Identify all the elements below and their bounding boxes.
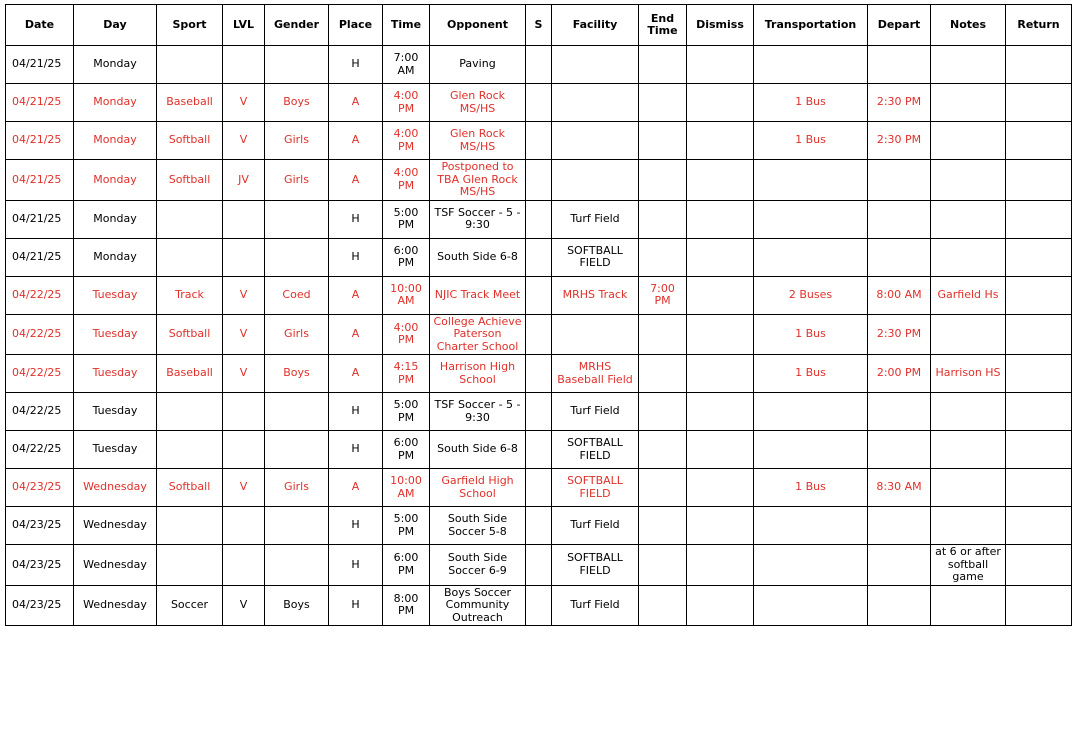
cell-date: 04/22/25 bbox=[6, 431, 74, 469]
cell-return bbox=[1006, 160, 1072, 201]
cell-facility bbox=[552, 84, 639, 122]
table-row bbox=[6, 84, 1072, 122]
cell-notes bbox=[931, 160, 1006, 201]
cell-time: 6:00 PM bbox=[383, 431, 430, 469]
cell-place: H bbox=[329, 238, 383, 276]
cell-opponent: Postponed to TBA Glen Rock MS/HS bbox=[430, 160, 526, 201]
column-header-s: S bbox=[526, 5, 552, 46]
cell-transportation: 1 Bus bbox=[754, 84, 868, 122]
cell-date: 04/23/25 bbox=[6, 585, 74, 626]
cell-s bbox=[526, 314, 552, 355]
cell-depart bbox=[868, 545, 931, 586]
cell-lvl bbox=[223, 545, 265, 586]
cell-return bbox=[1006, 507, 1072, 545]
cell-return bbox=[1006, 276, 1072, 314]
cell-return bbox=[1006, 355, 1072, 393]
cell-facility bbox=[552, 46, 639, 84]
cell-sport bbox=[157, 238, 223, 276]
table-row bbox=[6, 314, 1072, 355]
cell-day: Tuesday bbox=[74, 355, 157, 393]
cell-s bbox=[526, 122, 552, 160]
cell-gender bbox=[265, 507, 329, 545]
cell-dismiss bbox=[687, 200, 754, 238]
cell-end-time bbox=[639, 84, 687, 122]
cell-lvl: V bbox=[223, 585, 265, 626]
cell-date: 04/23/25 bbox=[6, 469, 74, 507]
cell-date: 04/21/25 bbox=[6, 160, 74, 201]
cell-lvl: JV bbox=[223, 160, 265, 201]
schedule-container bbox=[5, 4, 1072, 626]
cell-gender: Girls bbox=[265, 469, 329, 507]
cell-sport bbox=[157, 393, 223, 431]
cell-dismiss bbox=[687, 393, 754, 431]
cell-time: 5:00 PM bbox=[383, 507, 430, 545]
cell-notes: Harrison HS bbox=[931, 355, 1006, 393]
cell-sport: Softball bbox=[157, 314, 223, 355]
cell-opponent: TSF Soccer - 5 - 9:30 bbox=[430, 393, 526, 431]
cell-s bbox=[526, 585, 552, 626]
cell-facility: SOFTBALL FIELD bbox=[552, 469, 639, 507]
cell-dismiss bbox=[687, 355, 754, 393]
cell-notes bbox=[931, 431, 1006, 469]
cell-return bbox=[1006, 393, 1072, 431]
cell-lvl bbox=[223, 200, 265, 238]
cell-gender: Boys bbox=[265, 84, 329, 122]
cell-end-time bbox=[639, 469, 687, 507]
cell-date: 04/22/25 bbox=[6, 355, 74, 393]
cell-place: A bbox=[329, 314, 383, 355]
cell-transportation: 1 Bus bbox=[754, 469, 868, 507]
cell-lvl bbox=[223, 393, 265, 431]
cell-day: Monday bbox=[74, 238, 157, 276]
table-row bbox=[6, 355, 1072, 393]
cell-gender bbox=[265, 238, 329, 276]
cell-place: H bbox=[329, 200, 383, 238]
cell-facility bbox=[552, 160, 639, 201]
cell-date: 04/22/25 bbox=[6, 314, 74, 355]
cell-s bbox=[526, 84, 552, 122]
cell-opponent: NJIC Track Meet bbox=[430, 276, 526, 314]
table-row bbox=[6, 585, 1072, 626]
column-header-transportation: Transportation bbox=[754, 5, 868, 46]
cell-end-time bbox=[639, 314, 687, 355]
cell-notes bbox=[931, 238, 1006, 276]
cell-opponent: Glen Rock MS/HS bbox=[430, 84, 526, 122]
cell-transportation bbox=[754, 238, 868, 276]
cell-notes bbox=[931, 200, 1006, 238]
cell-lvl bbox=[223, 238, 265, 276]
table-row bbox=[6, 46, 1072, 84]
table-row bbox=[6, 545, 1072, 586]
cell-end-time bbox=[639, 545, 687, 586]
cell-s bbox=[526, 393, 552, 431]
cell-lvl: V bbox=[223, 276, 265, 314]
table-row bbox=[6, 122, 1072, 160]
cell-facility: Turf Field bbox=[552, 585, 639, 626]
cell-dismiss bbox=[687, 314, 754, 355]
table-row bbox=[6, 160, 1072, 201]
cell-gender: Boys bbox=[265, 585, 329, 626]
cell-return bbox=[1006, 122, 1072, 160]
cell-time: 4:15 PM bbox=[383, 355, 430, 393]
cell-lvl: V bbox=[223, 84, 265, 122]
cell-place: A bbox=[329, 122, 383, 160]
cell-gender: Girls bbox=[265, 122, 329, 160]
cell-transportation: 2 Buses bbox=[754, 276, 868, 314]
table-body bbox=[6, 46, 1072, 626]
cell-place: H bbox=[329, 545, 383, 586]
cell-place: A bbox=[329, 160, 383, 201]
cell-sport: Softball bbox=[157, 122, 223, 160]
cell-s bbox=[526, 507, 552, 545]
cell-place: H bbox=[329, 431, 383, 469]
table-row bbox=[6, 507, 1072, 545]
cell-day: Monday bbox=[74, 46, 157, 84]
cell-place: A bbox=[329, 84, 383, 122]
cell-depart bbox=[868, 46, 931, 84]
cell-day: Wednesday bbox=[74, 545, 157, 586]
column-header-sport: Sport bbox=[157, 5, 223, 46]
column-header-return: Return bbox=[1006, 5, 1072, 46]
cell-end-time bbox=[639, 122, 687, 160]
cell-lvl bbox=[223, 507, 265, 545]
cell-gender: Girls bbox=[265, 160, 329, 201]
cell-notes bbox=[931, 469, 1006, 507]
column-header-notes: Notes bbox=[931, 5, 1006, 46]
cell-sport: Soccer bbox=[157, 585, 223, 626]
cell-transportation bbox=[754, 431, 868, 469]
cell-day: Tuesday bbox=[74, 431, 157, 469]
cell-gender: Coed bbox=[265, 276, 329, 314]
cell-gender bbox=[265, 46, 329, 84]
cell-notes: at 6 or after softball game bbox=[931, 545, 1006, 586]
cell-return bbox=[1006, 431, 1072, 469]
cell-transportation bbox=[754, 507, 868, 545]
cell-time: 4:00 PM bbox=[383, 160, 430, 201]
cell-facility: MRHS Track bbox=[552, 276, 639, 314]
cell-time: 4:00 PM bbox=[383, 122, 430, 160]
cell-s bbox=[526, 276, 552, 314]
cell-place: A bbox=[329, 355, 383, 393]
cell-return bbox=[1006, 200, 1072, 238]
cell-day: Monday bbox=[74, 160, 157, 201]
cell-depart bbox=[868, 238, 931, 276]
cell-dismiss bbox=[687, 585, 754, 626]
cell-facility: MRHS Baseball Field bbox=[552, 355, 639, 393]
cell-notes bbox=[931, 314, 1006, 355]
column-header-gender: Gender bbox=[265, 5, 329, 46]
cell-gender bbox=[265, 200, 329, 238]
cell-date: 04/21/25 bbox=[6, 84, 74, 122]
cell-transportation: 1 Bus bbox=[754, 355, 868, 393]
cell-return bbox=[1006, 46, 1072, 84]
cell-depart bbox=[868, 160, 931, 201]
cell-day: Monday bbox=[74, 84, 157, 122]
cell-time: 5:00 PM bbox=[383, 200, 430, 238]
cell-dismiss bbox=[687, 431, 754, 469]
cell-opponent: Glen Rock MS/HS bbox=[430, 122, 526, 160]
cell-transportation bbox=[754, 200, 868, 238]
cell-facility bbox=[552, 314, 639, 355]
cell-lvl: V bbox=[223, 122, 265, 160]
cell-opponent: Garfield High School bbox=[430, 469, 526, 507]
cell-sport bbox=[157, 545, 223, 586]
cell-end-time bbox=[639, 507, 687, 545]
cell-depart bbox=[868, 431, 931, 469]
cell-day: Tuesday bbox=[74, 314, 157, 355]
cell-sport: Softball bbox=[157, 469, 223, 507]
cell-notes bbox=[931, 122, 1006, 160]
cell-lvl: V bbox=[223, 469, 265, 507]
cell-end-time bbox=[639, 585, 687, 626]
cell-depart: 2:30 PM bbox=[868, 84, 931, 122]
cell-time: 7:00 AM bbox=[383, 46, 430, 84]
cell-dismiss bbox=[687, 46, 754, 84]
cell-day: Wednesday bbox=[74, 469, 157, 507]
cell-facility: SOFTBALL FIELD bbox=[552, 238, 639, 276]
cell-time: 10:00 AM bbox=[383, 276, 430, 314]
column-header-end-time: End Time bbox=[639, 5, 687, 46]
cell-dismiss bbox=[687, 238, 754, 276]
cell-sport: Baseball bbox=[157, 355, 223, 393]
cell-s bbox=[526, 46, 552, 84]
cell-depart: 8:00 AM bbox=[868, 276, 931, 314]
cell-dismiss bbox=[687, 84, 754, 122]
cell-notes bbox=[931, 585, 1006, 626]
cell-transportation bbox=[754, 46, 868, 84]
cell-date: 04/21/25 bbox=[6, 122, 74, 160]
cell-opponent: Harrison High School bbox=[430, 355, 526, 393]
column-header-date: Date bbox=[6, 5, 74, 46]
header-row bbox=[6, 5, 1072, 46]
cell-gender: Girls bbox=[265, 314, 329, 355]
cell-facility bbox=[552, 122, 639, 160]
cell-place: H bbox=[329, 393, 383, 431]
cell-depart: 2:30 PM bbox=[868, 122, 931, 160]
column-header-opponent: Opponent bbox=[430, 5, 526, 46]
cell-transportation bbox=[754, 545, 868, 586]
cell-opponent: TSF Soccer - 5 - 9:30 bbox=[430, 200, 526, 238]
cell-dismiss bbox=[687, 276, 754, 314]
cell-date: 04/23/25 bbox=[6, 507, 74, 545]
cell-day: Monday bbox=[74, 122, 157, 160]
column-header-day: Day bbox=[74, 5, 157, 46]
cell-end-time bbox=[639, 160, 687, 201]
cell-opponent: Paving bbox=[430, 46, 526, 84]
cell-opponent: College Achieve Paterson Charter School bbox=[430, 314, 526, 355]
cell-lvl: V bbox=[223, 355, 265, 393]
cell-return bbox=[1006, 585, 1072, 626]
column-header-dismiss: Dismiss bbox=[687, 5, 754, 46]
cell-gender bbox=[265, 393, 329, 431]
cell-s bbox=[526, 160, 552, 201]
cell-end-time bbox=[639, 200, 687, 238]
column-header-time: Time bbox=[383, 5, 430, 46]
cell-return bbox=[1006, 238, 1072, 276]
cell-facility: SOFTBALL FIELD bbox=[552, 545, 639, 586]
cell-depart bbox=[868, 507, 931, 545]
cell-notes bbox=[931, 84, 1006, 122]
cell-day: Tuesday bbox=[74, 276, 157, 314]
cell-s bbox=[526, 355, 552, 393]
cell-sport bbox=[157, 200, 223, 238]
cell-dismiss bbox=[687, 160, 754, 201]
cell-end-time: 7:00 PM bbox=[639, 276, 687, 314]
cell-day: Tuesday bbox=[74, 393, 157, 431]
cell-notes bbox=[931, 46, 1006, 84]
cell-depart: 8:30 AM bbox=[868, 469, 931, 507]
cell-transportation bbox=[754, 585, 868, 626]
cell-sport: Baseball bbox=[157, 84, 223, 122]
table-row bbox=[6, 393, 1072, 431]
cell-sport: Softball bbox=[157, 160, 223, 201]
cell-dismiss bbox=[687, 545, 754, 586]
cell-time: 8:00 PM bbox=[383, 585, 430, 626]
cell-place: H bbox=[329, 507, 383, 545]
cell-time: 6:00 PM bbox=[383, 545, 430, 586]
cell-facility: Turf Field bbox=[552, 507, 639, 545]
cell-place: A bbox=[329, 469, 383, 507]
cell-transportation bbox=[754, 393, 868, 431]
cell-end-time bbox=[639, 46, 687, 84]
cell-s bbox=[526, 200, 552, 238]
cell-end-time bbox=[639, 431, 687, 469]
cell-sport: Track bbox=[157, 276, 223, 314]
cell-end-time bbox=[639, 355, 687, 393]
cell-place: H bbox=[329, 585, 383, 626]
cell-return bbox=[1006, 545, 1072, 586]
cell-s bbox=[526, 469, 552, 507]
cell-opponent: South Side Soccer 5-8 bbox=[430, 507, 526, 545]
cell-opponent: Boys Soccer Community Outreach bbox=[430, 585, 526, 626]
cell-sport bbox=[157, 431, 223, 469]
cell-transportation bbox=[754, 160, 868, 201]
athletics-schedule-table bbox=[5, 4, 1072, 626]
cell-day: Monday bbox=[74, 200, 157, 238]
cell-dismiss bbox=[687, 507, 754, 545]
cell-transportation: 1 Bus bbox=[754, 314, 868, 355]
cell-date: 04/22/25 bbox=[6, 393, 74, 431]
cell-opponent: South Side Soccer 6-9 bbox=[430, 545, 526, 586]
cell-opponent: South Side 6-8 bbox=[430, 238, 526, 276]
cell-lvl: V bbox=[223, 314, 265, 355]
cell-time: 6:00 PM bbox=[383, 238, 430, 276]
cell-return bbox=[1006, 84, 1072, 122]
cell-return bbox=[1006, 314, 1072, 355]
cell-date: 04/23/25 bbox=[6, 545, 74, 586]
cell-facility: Turf Field bbox=[552, 393, 639, 431]
table-row bbox=[6, 276, 1072, 314]
cell-depart: 2:30 PM bbox=[868, 314, 931, 355]
cell-date: 04/22/25 bbox=[6, 276, 74, 314]
cell-depart bbox=[868, 200, 931, 238]
cell-s bbox=[526, 545, 552, 586]
cell-opponent: South Side 6-8 bbox=[430, 431, 526, 469]
cell-sport bbox=[157, 507, 223, 545]
cell-dismiss bbox=[687, 122, 754, 160]
cell-notes: Garfield Hs bbox=[931, 276, 1006, 314]
cell-notes bbox=[931, 507, 1006, 545]
cell-facility: SOFTBALL FIELD bbox=[552, 431, 639, 469]
cell-s bbox=[526, 238, 552, 276]
cell-end-time bbox=[639, 238, 687, 276]
cell-facility: Turf Field bbox=[552, 200, 639, 238]
cell-day: Wednesday bbox=[74, 585, 157, 626]
cell-depart bbox=[868, 585, 931, 626]
cell-gender: Boys bbox=[265, 355, 329, 393]
column-header-place: Place bbox=[329, 5, 383, 46]
cell-depart bbox=[868, 393, 931, 431]
cell-transportation: 1 Bus bbox=[754, 122, 868, 160]
cell-lvl bbox=[223, 431, 265, 469]
cell-gender bbox=[265, 431, 329, 469]
cell-time: 4:00 PM bbox=[383, 314, 430, 355]
table-row bbox=[6, 200, 1072, 238]
column-header-facility: Facility bbox=[552, 5, 639, 46]
cell-s bbox=[526, 431, 552, 469]
cell-time: 5:00 PM bbox=[383, 393, 430, 431]
cell-notes bbox=[931, 393, 1006, 431]
column-header-depart: Depart bbox=[868, 5, 931, 46]
cell-time: 4:00 PM bbox=[383, 84, 430, 122]
cell-date: 04/21/25 bbox=[6, 200, 74, 238]
cell-sport bbox=[157, 46, 223, 84]
cell-end-time bbox=[639, 393, 687, 431]
cell-gender bbox=[265, 545, 329, 586]
cell-lvl bbox=[223, 46, 265, 84]
table-row bbox=[6, 469, 1072, 507]
column-header-lvl: LVL bbox=[223, 5, 265, 46]
cell-time: 10:00 AM bbox=[383, 469, 430, 507]
cell-depart: 2:00 PM bbox=[868, 355, 931, 393]
table-row bbox=[6, 431, 1072, 469]
cell-date: 04/21/25 bbox=[6, 46, 74, 84]
cell-return bbox=[1006, 469, 1072, 507]
cell-place: A bbox=[329, 276, 383, 314]
cell-date: 04/21/25 bbox=[6, 238, 74, 276]
cell-dismiss bbox=[687, 469, 754, 507]
table-row bbox=[6, 238, 1072, 276]
cell-day: Wednesday bbox=[74, 507, 157, 545]
cell-place: H bbox=[329, 46, 383, 84]
